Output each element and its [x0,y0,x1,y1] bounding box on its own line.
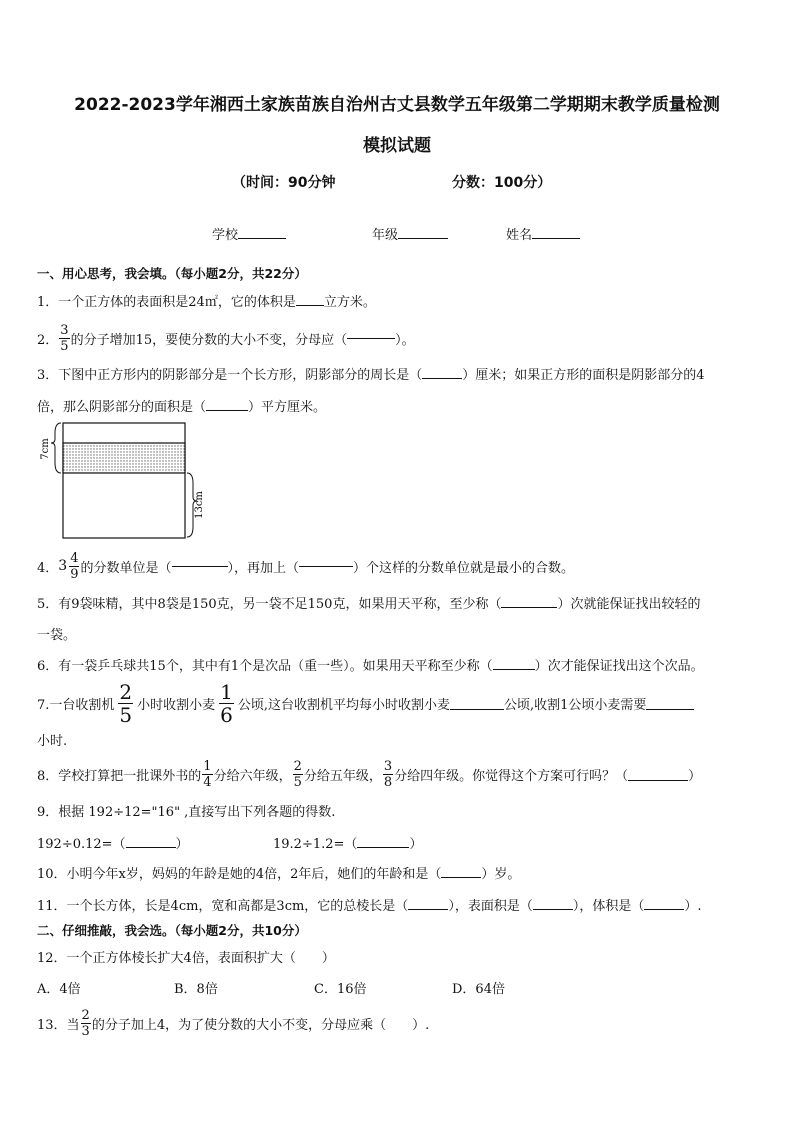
q4-denominator: 9 [70,566,79,582]
q4-count-blank[interactable] [299,566,353,567]
q13-numerator: 2 [81,1007,90,1023]
q5-text-b: ）次就能保证找出较轻的 [557,597,701,612]
q8-text-a: 8．学校打算把一批课外书的 [37,768,202,784]
q13-fraction [81,1009,91,1038]
q7-rate-blank[interactable] [450,709,504,710]
question-5-line1 [37,593,700,612]
q12-option-b[interactable]: B．8倍 [174,982,218,997]
section-1-heading: 一、用心思考，我会填。（每小题2分，共22分） [37,266,307,281]
question-3-line1 [37,364,705,383]
question-6 [37,655,704,674]
q7-f1-numerator: 2 [119,679,133,704]
question-9-part-2 [273,833,422,852]
q13-denominator: 3 [81,1023,90,1039]
question-9-part-1 [37,833,189,852]
q8-fraction-1 [202,760,212,789]
q8-f3-denominator: 8 [383,774,393,790]
q9-p1-after: ） [175,837,189,852]
q8-f1-denominator: 4 [203,774,212,790]
q7-fraction-2 [219,679,234,727]
q8-fraction-3 [383,760,393,789]
q2-answer-blank[interactable] [347,338,395,339]
q7-text-d: 公顷,收割1公顷小麦需要 [504,697,647,713]
q13-text-a: 13．当 [37,1017,80,1033]
q11-mid2: ），体积是（ [572,899,645,914]
name-blank[interactable] [532,238,580,239]
q4-num: 4． [37,560,59,576]
exam-time: （时间：90分钟 [232,175,336,191]
q9-p2-after: ） [409,837,423,852]
q3-text-c: 倍，那么阴影部分的面积是（ [37,400,207,415]
question-7-line2: 小时. [37,734,68,749]
q11-surface-blank[interactable] [533,909,573,910]
q7-text-b: 小时收割小麦 [137,697,216,713]
q2-numerator: 3 [60,322,69,338]
q6-text: 6．有一袋乒乓球共15个，其中有1个是次品（重一些）。如果用天平称至少称（ [37,659,493,674]
q8-f3-numerator: 3 [383,758,393,774]
shaded-rectangle [63,443,185,473]
q7-time-blank[interactable] [646,709,694,710]
school-blank[interactable] [238,238,286,239]
section-2-heading: 二、仔细推敲，我会选。（每小题2分，共10分） [37,923,307,938]
q1-answer-blank[interactable] [296,305,324,306]
q5-text-a: 5．有9袋味精，其中8袋是150克，另一袋不足150克，如果用天平称，至少称（ [37,597,502,612]
school-label: 学校 [212,228,239,243]
q9-p2-text: 19.2÷1.2=（ [273,837,358,852]
question-9: 9．根据 192÷12="16" ,直接写出下列各题的得数. [37,805,336,820]
q8-fraction-2 [293,760,303,789]
question-11 [37,895,701,914]
question-13 [37,1002,429,1044]
q11-text: 11．一个长方体，长是4cm，宽和高都是3cm，它的总棱长是（ [37,899,409,914]
q4-mixed-number [58,552,80,581]
q11-mid1: ），表面积是（ [448,899,533,914]
q7-f2-denominator: 6 [220,702,233,727]
square-outline [63,423,185,538]
q8-f2-denominator: 5 [293,774,302,790]
question-4 [37,546,574,586]
q12-option-d[interactable]: D．64倍 [452,982,505,997]
q9-p1-blank[interactable] [126,847,176,848]
question-5-line2: 一袋。 [37,628,77,643]
question-7-line1 [37,680,694,726]
q1-after: 立方米。 [323,295,376,310]
q3-text-b: ）厘米；如果正方形的面积是阴影部分的4 [462,368,705,383]
grade-field [372,224,448,243]
q4-after: ）个这样的分数单位就是最小的合数。 [353,560,575,576]
q12-option-a[interactable]: A．4倍 [37,982,81,997]
grade-blank[interactable] [398,238,448,239]
q12-option-c[interactable]: C．16倍 [314,982,367,997]
q7-text-a: 7.一台收割机 [37,697,115,713]
q7-f2-numerator: 1 [220,679,233,704]
q3-area-blank[interactable] [206,410,248,411]
q3-text-d: ）平方厘米。 [248,400,327,415]
q11-after: ）. [684,899,702,914]
question-12: 12．一个正方体棱长扩大4倍，表面积扩大（ ） [37,951,335,966]
q2-denominator: 5 [60,338,69,354]
exam-score: 分数：100分） [452,175,552,191]
q6-after: ）次才能保证找出这个次品。 [534,659,704,674]
name-field [506,224,580,243]
page-title: 2022-2023学年湘西土家族苗族自治州古丈县数学五年级第二学期期末教学质量检测 [74,95,720,115]
q2-text: 的分子增加15，要使分数的大小不变，分母应（ [70,332,348,348]
question-3-line2 [37,396,326,415]
q8-f1-numerator: 1 [203,758,212,774]
page-title-line2: 模拟试题 [363,136,431,156]
q4-numerator: 4 [70,550,79,566]
q2-fraction [59,324,69,353]
square-figure [30,415,220,545]
question-10 [37,863,520,882]
q10-text: 10．小明今年x岁，妈妈的年龄是她的4倍，2年后，她们的年龄和是（ [37,867,442,882]
label-13cm: 13cm [194,491,205,519]
q7-text-c: 公顷,这台收割机平均每小时收割小麦 [237,697,451,713]
name-label: 姓名 [506,228,533,243]
q8-text-d: 分给四年级。你觉得这个方案可行吗？（ [394,768,629,784]
q8-answer-blank[interactable] [628,780,688,781]
q2-num: 2． [37,332,59,348]
q8-after: ） [688,768,702,784]
q5-answer-blank[interactable] [501,607,557,608]
q3-text-a: 3．下图中正方形内的阴影部分是一个长方形，阴影部分的周长是（ [37,368,423,383]
q4-text: 的分数单位是（ [80,560,172,576]
question-8 [37,752,701,796]
q13-text-b: 的分子加上4，为了使分数的大小不变，分母应乘（ ）. [91,1017,430,1033]
q9-p1-text: 192÷0.12=（ [37,837,126,852]
question-1 [37,291,376,310]
q11-volume-blank[interactable] [644,909,684,910]
q7-f1-denominator: 5 [119,702,133,727]
q11-edge-blank[interactable] [408,909,448,910]
q9-p2-blank[interactable] [357,847,409,848]
q7-fraction-1 [118,679,133,727]
grade-label: 年级 [372,228,399,243]
brace-7cm [51,423,61,473]
q8-text-c: 分给五年级， [303,768,382,784]
q1-text: 1．一个正方体的表面积是24㎡，它的体积是 [37,295,296,310]
q10-answer-blank[interactable] [441,877,481,878]
school-field [212,224,286,243]
q8-f2-numerator: 2 [293,758,302,774]
q3-perimeter-blank[interactable] [422,378,462,379]
q4-unit-blank[interactable] [172,566,228,567]
q4-whole: 3 [58,558,68,574]
q10-after: ）岁。 [481,867,521,882]
question-2 [37,318,415,358]
q2-after: ）。 [395,332,415,348]
label-7cm: 7cm [40,438,51,460]
q6-answer-blank[interactable] [493,669,535,670]
q8-text-b: 分给六年级， [213,768,292,784]
q4-mid: ），再加上（ [227,560,300,576]
